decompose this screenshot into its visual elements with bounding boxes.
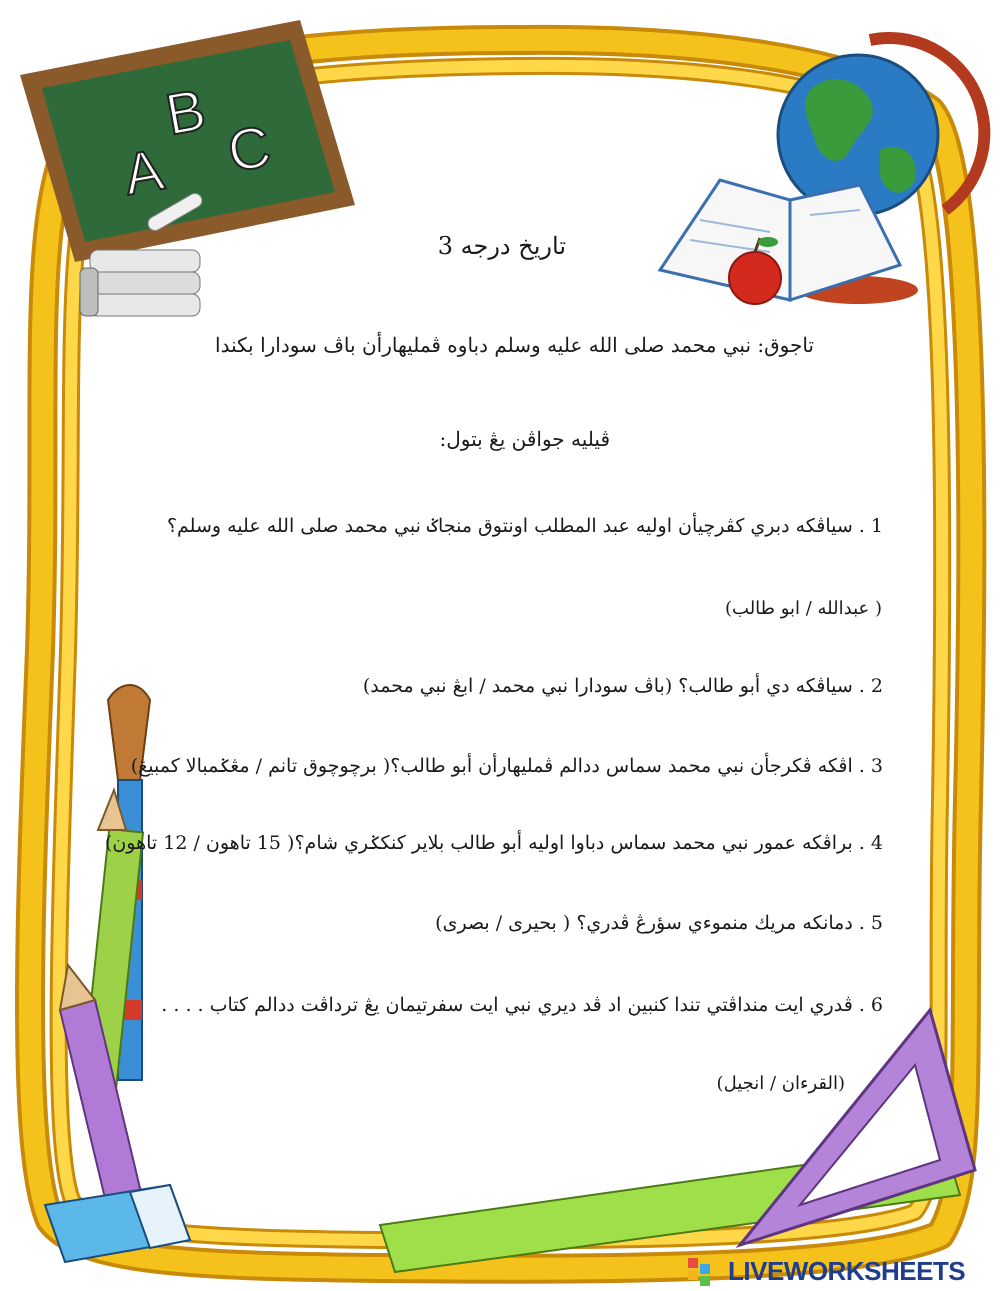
question-4: 4 . براڤكه عمور نبي محمد سماس دباوا اوليه أبو طالب بلاير كنكݢري شام؟( 15 تاهون / 12 تاهون) (104, 832, 883, 854)
liveworksheets-brand[interactable] (688, 1254, 994, 1288)
question-6-options: (القرءان / انجيل) (716, 1073, 845, 1094)
chalkboard-letter-a: A (118, 137, 169, 208)
brand-label: LIVEWORKSHEETS (728, 1256, 966, 1286)
question-6: 6 . ڤدري ايت منداڤتي تندا كنبين اد ڤد ديري نبي ايت سفرتيمان يڠ ترداڤت ددالم كتاب . . . . (161, 994, 883, 1016)
question-1: 1 . سياڤكه دبري كڤرچيأن اوليه عبد المطلب اونتوق منجاݢ نبي محمد صلى الله عليه وسلم؟ (166, 515, 883, 537)
intro-text: تاجوق: نبي محمد صلى الله عليه وسلم دباوه ڤمليهارأن باڤ سودارا بكندا (215, 333, 814, 357)
question-3: 3 . اڤكه ڤكرجأن نبي محمد سماس ددالم ڤمليهارأن أبو طالب؟( برچوچوق تانم / مڠݢمبالا كمبيڠ) (130, 755, 883, 777)
question-2: 2 . سياڤكه دي أبو طالب؟ (باڤ سودارا نبي محمد / ابڠ نبي محمد) (362, 675, 883, 697)
worksheet-title: تاريخ درجه 3 (437, 232, 566, 260)
liveworksheets-logo-icon (688, 1258, 722, 1286)
chalkboard-letter-c: C (222, 113, 276, 185)
question-5: 5 . دمانكه مريك منموءي سؤرڠ ڤدري؟ ( بحيرى / بصرى) (435, 912, 883, 934)
chalkboard-letter-b: B (160, 77, 211, 148)
instruction-text: ڤيليه جواڤن يڠ بتول: (439, 427, 610, 451)
question-1-options: ( عبدالله / ابو طالب) (725, 598, 882, 619)
